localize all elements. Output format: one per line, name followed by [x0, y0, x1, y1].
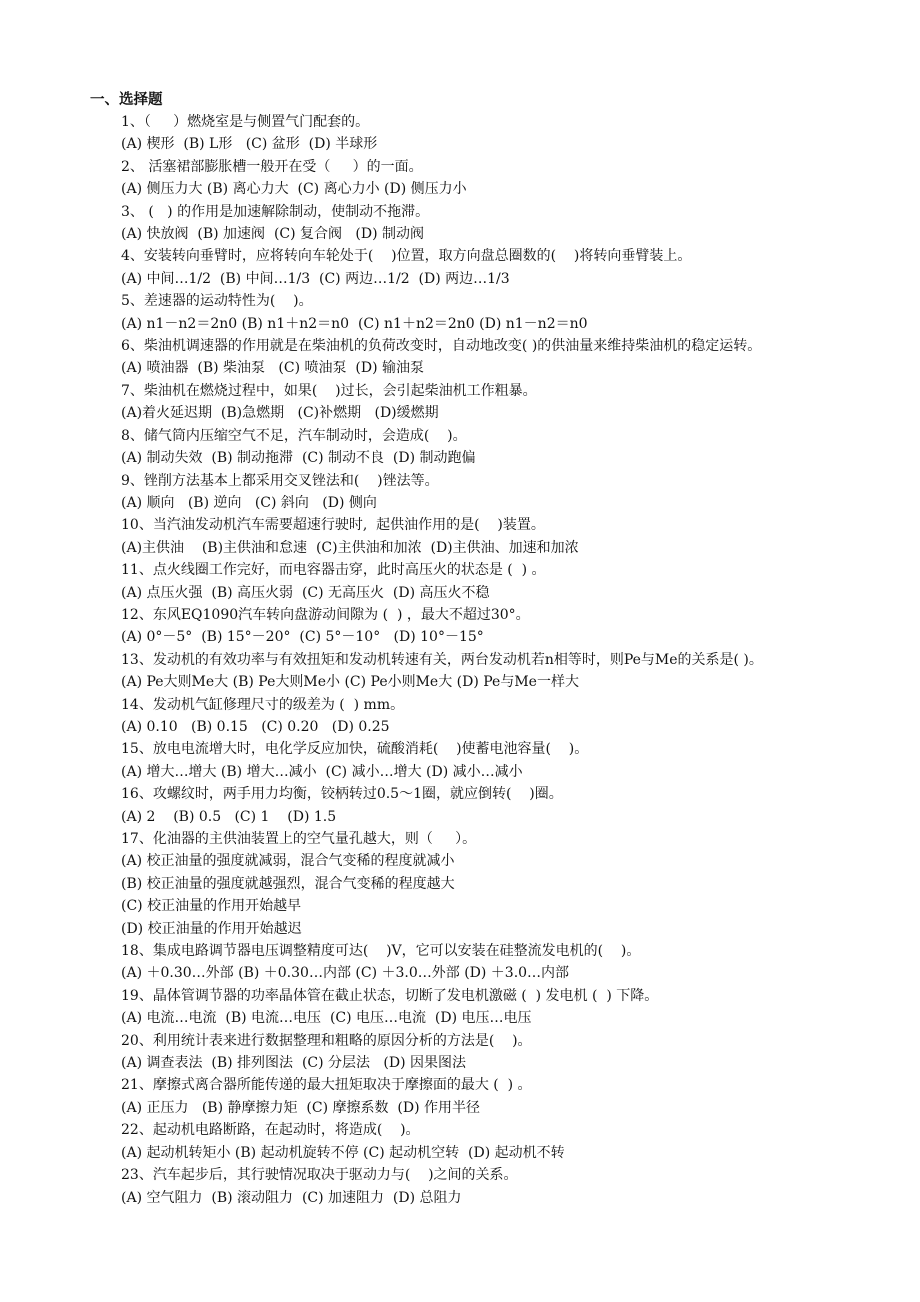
answer-options: (D) 校正油量的作用开始越迟	[121, 920, 302, 937]
answer-options: (A) 调查表法 (B) 排列图法 (C) 分层法 (D) 因果图法	[121, 1055, 466, 1072]
question-text: 15、放电电流增大时，电化学反应加快，硫酸消耗( )使蓄电池容量( )。	[121, 741, 589, 758]
question-text: 16、攻螺纹时，两手用力均衡，铰柄转过0.5～1圈，就应倒转( )圈。	[121, 786, 563, 803]
answer-options: (A) Pe大则Me大 (B) Pe大则Me小 (C) Pe小则Me大 (D) Pe与Me一样大	[121, 674, 579, 691]
question-text: 4、安装转向垂臂时，应将转向车轮处于( )位置，取方向盘总圈数的( )将转向垂臂装上。	[121, 248, 692, 265]
answer-options: (A) 楔形 (B) L形 (C) 盆形 (D) 半球形	[121, 136, 378, 153]
answer-options: (A) 喷油器 (B) 柴油泵 (C) 喷油泵 (D) 输油泵	[121, 360, 424, 377]
question-text: 8、储气筒内压缩空气不足，汽车制动时，会造成( )。	[121, 427, 467, 444]
answer-options: (A) 2 (B) 0.5 (C) 1 (D) 1.5	[121, 808, 337, 825]
answer-options: (A) 快放阀 (B) 加速阀 (C) 复合阀 (D) 制动阀	[121, 226, 424, 243]
answer-options: (A) 校正油量的强度就减弱，混合气变稀的程度就减小	[121, 853, 455, 870]
question-text: 2、 活塞裙部膨胀槽一般开在受（ ）的一面。	[121, 158, 423, 175]
answer-options: (A) 0°－5° (B) 15°－20° (C) 5°－10° (D) 10°－15°	[121, 629, 484, 646]
answer-options: (A) 正压力 (B) 静摩擦力矩 (C) 摩擦系数 (D) 作用半径	[121, 1099, 480, 1116]
question-list	[90, 111, 842, 1209]
answer-options: (C) 校正油量的作用开始越早	[121, 898, 302, 915]
question-text: 22、起动机电路断路，在起动时，将造成( )。	[121, 1122, 420, 1139]
question-text: 19、晶体管调节器的功率晶体管在截止状态，切断了发电机激磁 ( ) 发电机 ( ) 下降。	[121, 987, 659, 1004]
question-text: 11、点火线圈工作完好，而电容器击穿，此时高压火的状态是 ( ) 。	[121, 562, 546, 579]
answer-options: (A)主供油 (B)主供油和怠速 (C)主供油和加浓 (D)主供油、加速和加浓	[121, 539, 579, 556]
answer-options: (A) ＋0.30…外部 (B) ＋0.30…内部 (C) ＋3.0…外部 (D) ＋3.0…内部	[121, 965, 570, 982]
question-text: 9、锉削方法基本上都采用交叉锉法和( )锉法等。	[121, 472, 439, 489]
answer-options: (A) 空气阻力 (B) 滚动阻力 (C) 加速阻力 (D) 总阻力	[121, 1189, 462, 1206]
answer-options: (A) 点压火强 (B) 高压火弱 (C) 无高压火 (D) 高压火不稳	[121, 584, 490, 601]
question-text: 5、差速器的运动特性为( )。	[121, 293, 313, 310]
question-text: 21、摩擦式离合器所能传递的最大扭矩取决于摩擦面的最大 ( ) 。	[121, 1077, 532, 1094]
question-text: 23、汽车起步后，其行驶情况取决于驱动力与( )之间的关系。	[121, 1167, 518, 1184]
answer-options: (A) n1－n2＝2n0 (B) n1＋n2＝n0 (C) n1＋n2＝2n0 (D) n1－n2＝n0	[121, 315, 588, 332]
answer-options: (A) 增大…增大 (B) 增大…减小 (C) 减小…增大 (D) 减小…减小	[121, 763, 523, 780]
question-text: 13、发动机的有效功率与有效扭矩和发动机转速有关，两台发动机若n相等时，则Pe与Me的关系是( )。	[121, 651, 763, 668]
answer-options: (A) 起动机转矩小 (B) 起动机旋转不停 (C) 起动机空转 (D) 起动机不转	[121, 1144, 565, 1161]
question-text: 12、东风EQ1090汽车转向盘游动间隙为 ( ) ，最大不超过30°。	[121, 606, 530, 623]
question-text: 6、柴油机调速器的作用就是在柴油机的负荷改变时，自动地改变( )的供油量来维持柴油机的稳定运转。	[121, 338, 762, 355]
question-text: 20、利用统计表来进行数据整理和粗略的原因分析的方法是( )。	[121, 1032, 532, 1049]
answer-options: (A) 中间…1/2 (B) 中间…1/3 (C) 两边…1/2 (D) 两边…1/3	[121, 270, 510, 287]
answer-options: (A) 0.10 (B) 0.15 (C) 0.20 (D) 0.25	[121, 718, 390, 735]
answer-options: (A)着火延迟期 (B)急燃期 (C)补燃期 (D)缓燃期	[121, 405, 439, 422]
question-text: 1、（ ）燃烧室是与侧置气门配套的。	[121, 114, 370, 130]
section-title: 一、选择题	[90, 92, 163, 108]
question-text: 18、集成电路调节器电压调整精度可达( )V，它可以安装在硅整流发电机的( )。	[121, 943, 641, 960]
answer-options: (A) 侧压力大 (B) 离心力大 (C) 离心力小 (D) 侧压力小	[121, 181, 467, 198]
answer-options: (A) 顺向 (B) 逆向 (C) 斜向 (D) 侧向	[121, 494, 377, 511]
answer-options: (A) 制动失效 (B) 制动拖滞 (C) 制动不良 (D) 制动跑偏	[121, 450, 476, 467]
question-text: 10、当汽油发动机汽车需要超速行驶时, 起供油作用的是( )装置。	[121, 517, 545, 534]
question-text: 7、柴油机在燃烧过程中，如果( )过长，会引起柴油机工作粗暴。	[121, 382, 537, 399]
answer-options: (B) 校正油量的强度就越强烈，混合气变稀的程度越大	[121, 875, 455, 892]
question-text: 3、 ( ) 的作用是加速解除制动，使制动不拖滞。	[121, 203, 430, 220]
question-text: 14、发动机气缸修理尺寸的级差为 ( ) mm。	[121, 696, 405, 713]
question-text: 17、化油器的主供油装置上的空气量孔越大，则（ ）。	[121, 831, 477, 847]
answer-options: (A) 电流…电流 (B) 电流…电压 (C) 电压…电流 (D) 电压…电压	[121, 1010, 532, 1027]
